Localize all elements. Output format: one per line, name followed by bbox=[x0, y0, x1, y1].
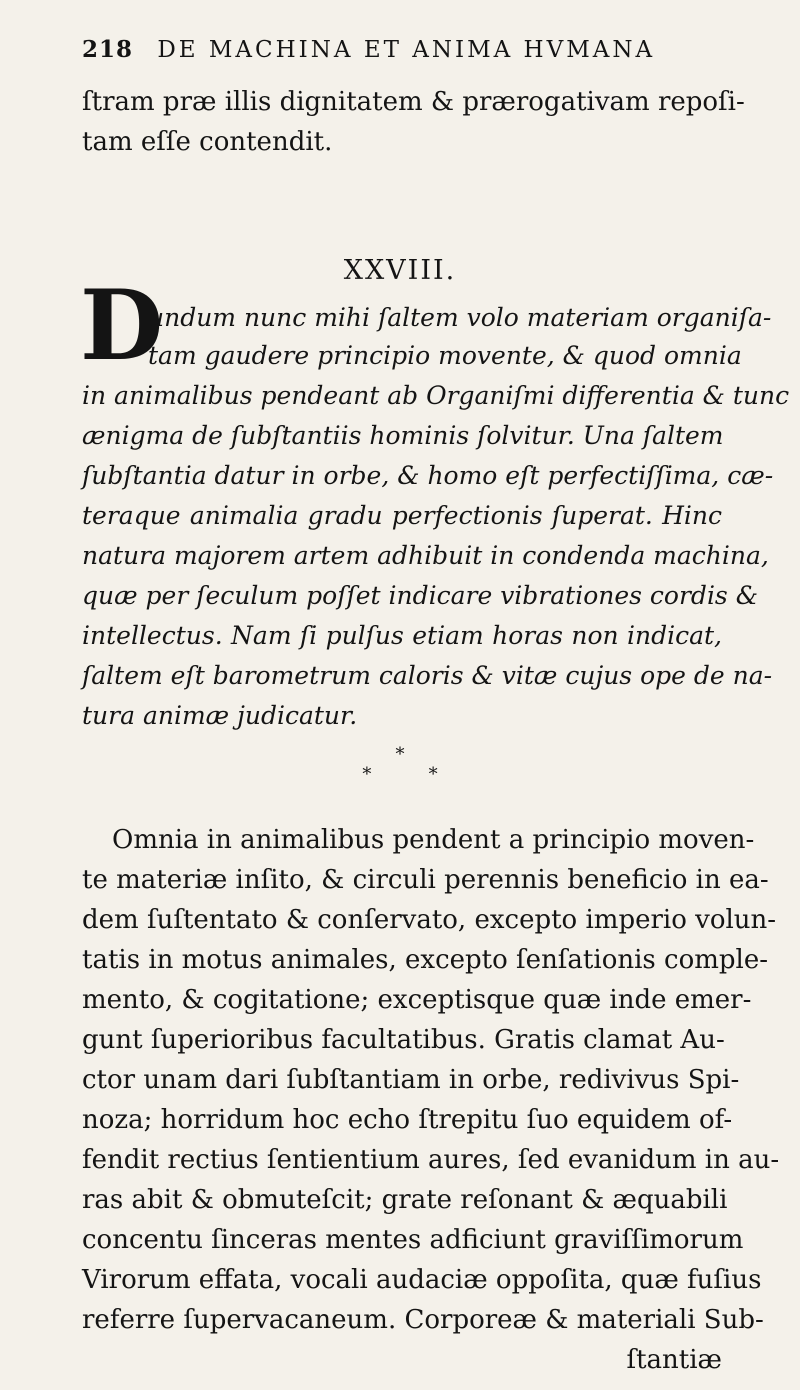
asterism-bottom: * * bbox=[362, 764, 438, 785]
italic-line: tura animæ judicatur. bbox=[82, 701, 358, 730]
italic-line: ænigma de ſubſtantiis hominis ſolvitur. Una ſaltem bbox=[82, 421, 724, 450]
italic-line: undum nunc mihi ſaltem volo materiam organiſa- bbox=[148, 303, 772, 332]
running-header bbox=[82, 36, 722, 63]
asterism-top: * bbox=[395, 744, 405, 765]
intro-line: tam eſſe contendit. bbox=[82, 127, 333, 157]
running-title: DE MACHINA ET ANIMA HVMANA bbox=[157, 37, 656, 63]
body-line: Virorum effata, vocali audaciæ oppoſita, quæ fuſius bbox=[82, 1265, 762, 1295]
italic-line: natura majorem artem adhibuit in condenda machina, bbox=[82, 541, 769, 570]
italic-line: ſaltem eſt barometrum caloris & vitæ cujus ope de na- bbox=[82, 661, 773, 690]
body-line: gunt ſuperioribus facultatibus. Gratis clamat Au- bbox=[82, 1025, 725, 1055]
body-line: Omnia in animalibus pendent a principio moven- bbox=[112, 825, 755, 855]
page-number: 218 bbox=[82, 36, 134, 63]
body-line: referre ſupervacaneum. Corporeæ & materiali Sub- bbox=[82, 1305, 764, 1335]
body-line: noza; horridum hoc echo ſtrepitu ſuo equidem of- bbox=[82, 1105, 733, 1135]
body-line: ctor unam dari ſubſtantiam in orbe, redivivus Spi- bbox=[82, 1065, 740, 1095]
body-line: tatis in motus animales, excepto ſenſationis comple- bbox=[82, 945, 769, 975]
italic-line: intellectus. Nam ſi pulſus etiam horas non indicat, bbox=[82, 621, 722, 650]
italic-line: teraque animalia gradu perfectionis ſuperat. Hinc bbox=[82, 501, 722, 530]
italic-line: tam gaudere principio movente, & quod omnia bbox=[148, 341, 742, 370]
intro-line: ſtram præ illis dignitatem & prærogativam repoſi- bbox=[82, 87, 745, 117]
italic-line: in animalibus pendeant ab Organiſmi differentia & tunc bbox=[82, 381, 790, 410]
body-line: fendit rectius ſentientium aures, ſed evanidum in au- bbox=[82, 1145, 780, 1175]
body-line: ras abit & obmuteſcit; grate reſonant & æquabili bbox=[82, 1185, 728, 1215]
italic-line: ſubſtantia datur in orbe, & homo eſt perfectiſſima, cæ- bbox=[82, 461, 774, 490]
italic-line: quæ per ſeculum poſſet indicare vibrationes cordis & bbox=[82, 581, 758, 610]
body-line: concentu ſinceras mentes adficiunt graviſſimorum bbox=[82, 1225, 744, 1255]
body-line: dem ſuſtentato & conſervato, excepto imperio volun- bbox=[82, 905, 777, 935]
catchword: ſtantiæ bbox=[626, 1345, 722, 1375]
section-number: XXVIII. bbox=[343, 255, 457, 286]
body-line: te materiæ inſito, & circuli perennis beneficio in ea- bbox=[82, 865, 769, 895]
body-line: mento, & cogitatione; exceptisque quæ inde emer- bbox=[82, 985, 752, 1015]
drop-capital: D bbox=[80, 269, 164, 382]
